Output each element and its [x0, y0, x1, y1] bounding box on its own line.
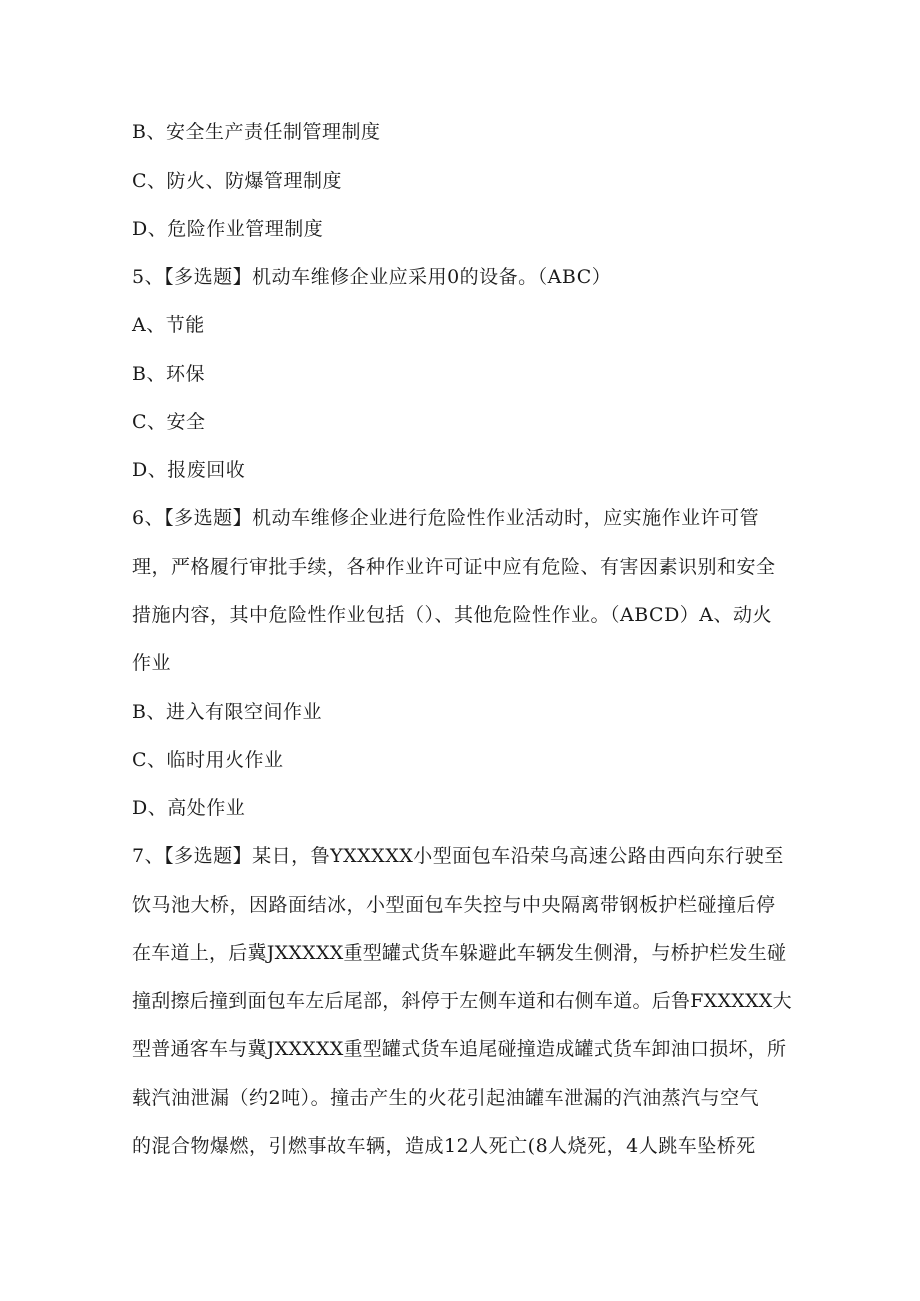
option-4d: D、危险作业管理制度 — [132, 218, 324, 240]
option-5a: A、节能 — [132, 314, 205, 336]
option-4c: C、防火、防爆管理制度 — [132, 170, 343, 192]
question-7-line-2: 饮马池大桥，因路面结冰，小型面包车失控与中央隔离带钢板护栏碰撞后停 — [132, 894, 776, 916]
question-6-line-1: 6、【多选题】机动车维修企业进行危险性作业活动时，应实施作业许可管 — [132, 507, 760, 529]
option-4b: B、安全生产责任制管理制度 — [132, 121, 381, 143]
option-5b: B、环保 — [132, 363, 205, 385]
option-6b: B、进入有限空间作业 — [132, 701, 322, 723]
question-7-line-5: 型普通客车与冀JXXXXX重型罐式货车追尾碰撞造成罐式货车卸油口损坏，所 — [132, 1038, 787, 1060]
question-7-line-4: 撞刮擦后撞到面包车左后尾部，斜停于左侧车道和右侧车道。后鲁FXXXXX大 — [132, 990, 792, 1012]
question-6-line-4: 作业 — [132, 652, 172, 674]
option-5d: D、报废回收 — [132, 459, 246, 481]
question-6-line-2: 理，严格履行审批手续，各种作业许可证中应有危险、有害因素识别和安全 — [132, 556, 776, 578]
question-6-line-3: 措施内容，其中危险性作业包括（）、其他危险性作业。（ABCD）A、动火 — [132, 604, 773, 626]
question-7-line-6: 载汽油泄漏（约2吨）。撞击产生的火花引起油罐车泄漏的汽油蒸汽与空气 — [132, 1087, 760, 1109]
option-6c: C、临时用火作业 — [132, 749, 284, 771]
question-7-line-1: 7、【多选题】某日，鲁YXXXXX小型面包车沿荣乌高速公路由西向东行驶至 — [132, 845, 784, 867]
question-7-line-3: 在车道上，后冀JXXXXX重型罐式货车躲避此车辆发生侧滑，与桥护栏发生碰 — [132, 942, 787, 964]
option-6d: D、高处作业 — [132, 797, 246, 819]
question-7-line-7: 的混合物爆燃，引燃事故车辆，造成12人死亡(8人烧死，4人跳车坠桥死 — [132, 1135, 756, 1157]
option-5c: C、安全 — [132, 411, 206, 433]
question-5: 5、【多选题】机动车维修企业应采用0的设备。（ABC） — [132, 266, 612, 288]
